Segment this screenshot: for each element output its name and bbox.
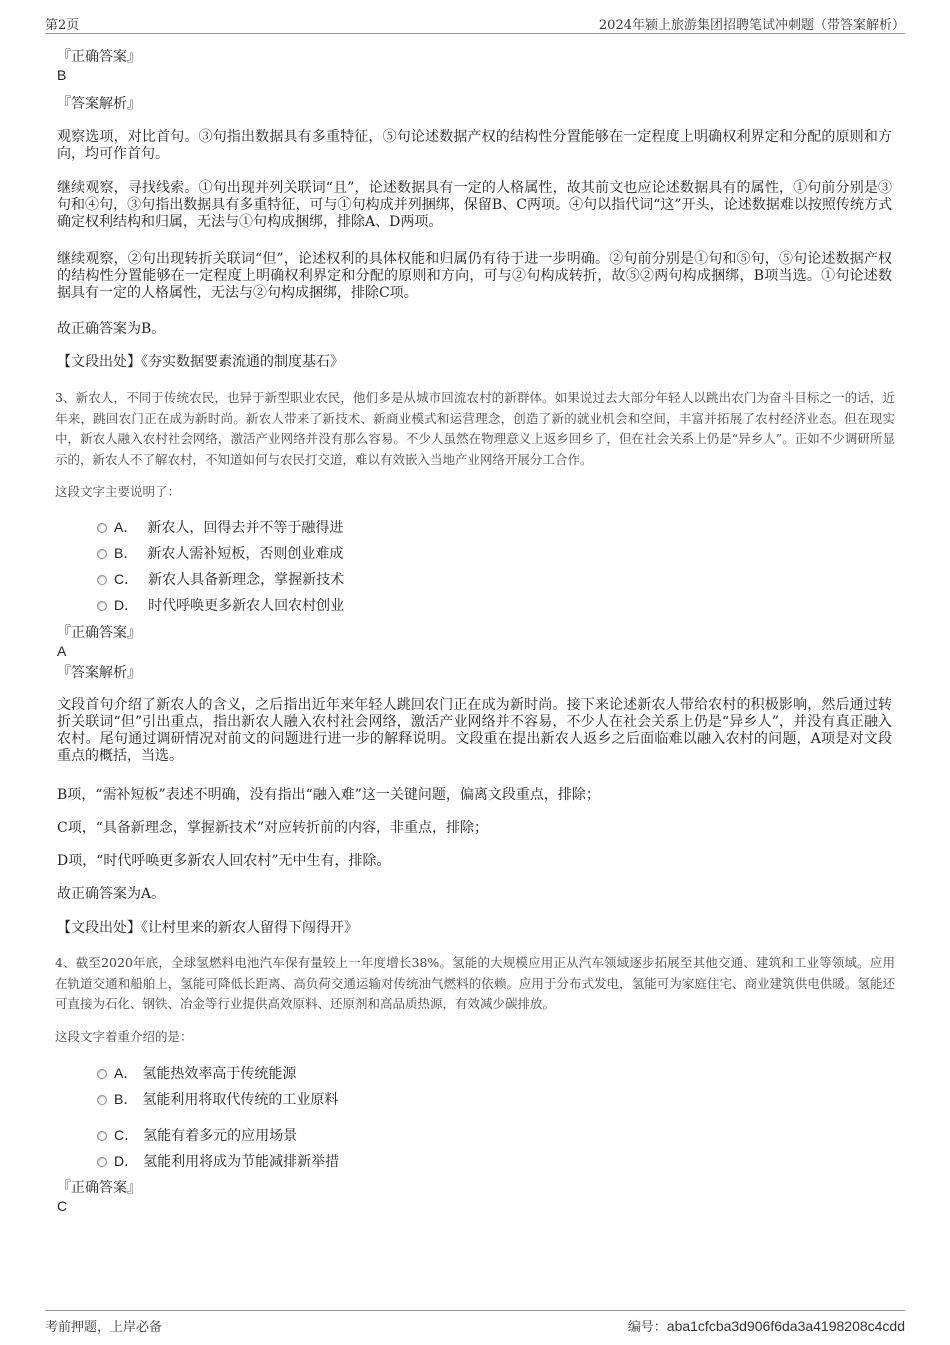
option-letter: B． <box>114 545 138 561</box>
option-letter: A． <box>114 519 138 535</box>
option-letter: B． <box>114 1091 138 1107</box>
footer-serial <box>628 1316 905 1335</box>
q3-option-c[interactable] <box>97 570 344 589</box>
q3-answer: A <box>57 643 67 659</box>
q3-analysis-p1: 文段首句介绍了新农人的含义，之后指出近年来年轻人跳回农门正在成为新时尚。接下来论述新农人带给农村的积极影响，然后通过转折关联词“但”引出重点，指出新农人融入农村社会网络，激活产业网络并不容易，不少人在社会关系上仍是“异乡人”，并没有真正融入农村。尾句通过调研情况对前文的问题进行进一步的解释说明。文段重在提出新农人返乡之后面临难以融入农村的问题，A项是对文段重点的概括，当选。 <box>57 697 892 764</box>
page-footer <box>45 1310 905 1336</box>
option-text: 新农人具备新理念，掌握新技术 <box>148 572 345 588</box>
q3-analysis-p4: D项，“时代呼唤更多新农人回农村”无中生有，排除。 <box>57 853 391 869</box>
q2-analysis-p3: 继续观察，②句出现转折关联词“但”，论述权利的具体权能和归属仍有待于进一步明确。②句前分别是①句和⑤句，⑤句论述数据产权的结构性分置能够在一定程度上明确权利界定和分配的原则和方向，可与②句构成转折，故⑤②两句构成捆绑，B项当选。①句论述数据具有一定的人格属性，无法与②句构成捆绑，排除C项。 <box>57 251 892 301</box>
option-text: 氢能利用将取代传统的工业原料 <box>142 1092 339 1108</box>
radio-button[interactable] <box>97 1157 107 1167</box>
q2-analysis-p2: 继续观察，寻找线索。①句出现并列关联词“且”，论述数据具有一定的人格属性，故其前文也应论述数据具有的属性，①句前分别是③句和④句，③句指出数据具有多重特征，可与①句构成并列捆绑，保留B、C两项。④句以指代词“这”开头，论述数据难以按照传统方式确定权利结构和归属，无法与①句构成捆绑，排除A、D两项。 <box>57 180 892 230</box>
radio-button[interactable] <box>97 1131 107 1141</box>
q2-answer-label: 『正确答案』 <box>57 49 141 65</box>
radio-button[interactable] <box>97 575 107 585</box>
q3-prompt: 这段文字主要说明了： <box>55 484 181 499</box>
q3-analysis-p2: B项，“需补短板”表述不明确，没有指出“融入难”这一关键问题，偏离文段重点，排除； <box>57 787 600 803</box>
q3-option-a[interactable] <box>97 518 343 537</box>
radio-button[interactable] <box>97 549 107 559</box>
option-letter: D． <box>114 1153 139 1169</box>
radio-button[interactable] <box>97 523 107 533</box>
q2-conclusion: 故正确答案为B。 <box>57 321 166 337</box>
q4-stem: 4、截至2020年底，全球氢燃料电池汽车保有量较上一年度增长38%。氢能的大规模应用正从汽车领域逐步拓展至其他交通、建筑和工业等领域。应用在轨道交通和船舶上，氢能可降低长距离、高负荷交通运输对传统油气燃料的依赖。应用于分布式发电，氢能可为家庭住宅、商业建筑供电供暖。氢能还可直接为石化、钢铁、冶金等行业提供高效原料、还原剂和高品质热源，有效减少碳排放。 <box>55 955 895 1011</box>
q3-stem: 3、新农人，不同于传统农民，也异于新型职业农民，他们多是从城市回流农村的新群体。如果说过去大部分年轻人以跳出农门为奋斗目标之一的话，近年来，跳回农门正在成为新时尚。新农人带来了新技术、新商业模式和运营理念，创造了新的就业机会和空间，丰富并拓展了农村经济业态。但在现实中，新农人融入农村社会网络，激活产业网络并没有那么容易。不少人虽然在物理意义上返乡回乡了，但在社会关系上仍是“异乡人”。正如不少调研所显示的，新农人不了解农村，不知道如何与农民打交道，难以有效嵌入当地产业网络开展分工合作。 <box>55 390 895 467</box>
document-title: 2024年颍上旅游集团招聘笔试冲刺题（带答案解析） <box>598 18 905 33</box>
q3-analysis-label: 『答案解析』 <box>57 665 141 681</box>
q3-conclusion: 故正确答案为A。 <box>57 886 166 902</box>
option-letter: C． <box>114 1127 139 1143</box>
q4-option-d[interactable] <box>97 1152 339 1171</box>
q3-analysis-p3: C项，“具备新理念，掌握新技术”对应转折前的内容，非重点，排除； <box>57 820 489 836</box>
q3-option-b[interactable] <box>97 544 343 563</box>
q4-prompt: 这段文字着重介绍的是： <box>55 1029 193 1044</box>
q3-option-d[interactable] <box>97 596 344 615</box>
option-text: 氢能有着多元的应用场景 <box>143 1128 298 1144</box>
option-text: 氢能利用将成为节能减排新举措 <box>143 1154 340 1170</box>
q3-answer-label: 『正确答案』 <box>57 625 141 641</box>
page-number: 第2页 <box>45 18 80 33</box>
option-text: 时代呼唤更多新农人回农村创业 <box>148 598 345 614</box>
option-letter: A． <box>114 1065 138 1081</box>
serial-code: aba1cfcba3d906f6da3a4198208c4cdd <box>666 1318 905 1334</box>
radio-button[interactable] <box>97 601 107 611</box>
radio-button[interactable] <box>97 1069 107 1079</box>
page-header <box>45 12 905 34</box>
option-letter: D． <box>114 597 139 613</box>
q2-answer: B <box>57 67 67 83</box>
q2-source: 【文段出处】《夯实数据要素流通的制度基石》 <box>57 354 344 370</box>
footer-slogan: 考前押题，上岸必备 <box>45 1320 163 1335</box>
option-text: 氢能热效率高于传统能源 <box>142 1066 297 1082</box>
q4-answer: C <box>57 1198 68 1214</box>
q4-option-b[interactable] <box>97 1090 338 1109</box>
q4-answer-label: 『正确答案』 <box>57 1180 141 1196</box>
radio-button[interactable] <box>97 1095 107 1105</box>
option-letter: C． <box>114 571 139 587</box>
option-text: 新农人，回得去并不等于融得进 <box>147 520 344 536</box>
q3-source: 【文段出处】《让村里来的新农人留得下闯得开》 <box>57 920 358 936</box>
q4-option-c[interactable] <box>97 1126 297 1145</box>
option-text: 新农人需补短板，否则创业难成 <box>147 546 344 562</box>
serial-label: 编号： <box>627 1320 667 1335</box>
q2-analysis-label: 『答案解析』 <box>57 96 141 112</box>
q2-analysis-p1: 观察选项，对比首句。③句指出数据具有多重特征，⑤句论述数据产权的结构性分置能够在一定程度上明确权利界定和分配的原则和方向，均可作首句。 <box>57 129 892 162</box>
q4-option-a[interactable] <box>97 1064 296 1083</box>
